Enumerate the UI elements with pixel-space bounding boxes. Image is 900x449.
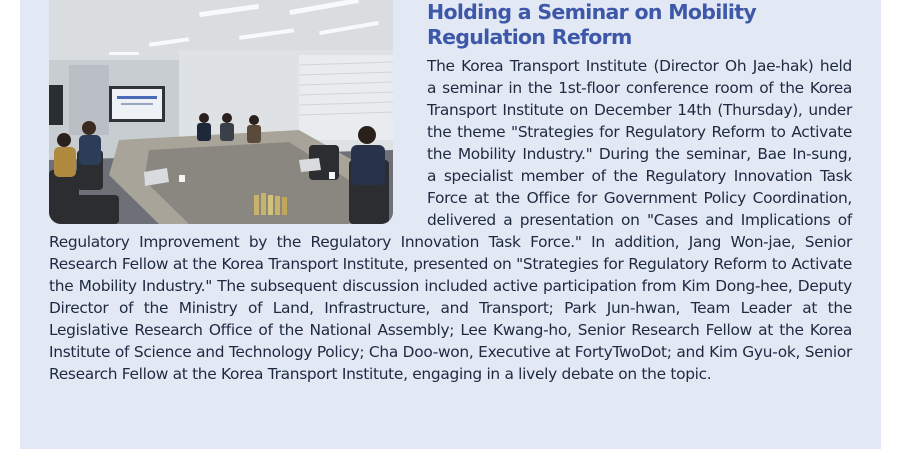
article-body: [49, 55, 852, 385]
article-title: Holding a Seminar on Mobility Regulation Reform: [427, 0, 756, 49]
article-body-text: The Korea Transport Institute (Director Oh Jae-hak) held a seminar in the 1st-floor conference room of the Korea Transport Institute on December 14th (Thursday), under the theme "Strategies for Regulatory Reform to Activate the Mobility Industry." During the seminar, Bae In-sung, a specialist member of the Regulatory Innovation Task Force at the Office for Government Policy Coordination, delivered a presentation on "Cases and Implications of Regulatory Improvement by the Regulatory Innovation Task Force." In addition, Jang Won-jae, Senior Research Fellow at the Korea Transport Institute, presented on "Strategies for Regulatory Reform to Activate the Mobility Industry." The subsequent discussion included active participation from Kim Dong-hee, Deputy Director of the Ministry of Land, Infrastructure, and Transport; Park Jun-hwan, Team Leader at the Legislative Research Office of the National Assembly; Lee Kwang-ho, Senior Research Fellow at the Korea Institute of Science and Technology Policy; Cha Doo-won, Executive at FortyTwoDot; and Kim Gyu-ok, Senior Research Fellow at the Korea Transport Institute, engaging in a lively debate on the topic.: [49, 57, 852, 383]
photo-wrap-spacer: [49, 55, 427, 231]
